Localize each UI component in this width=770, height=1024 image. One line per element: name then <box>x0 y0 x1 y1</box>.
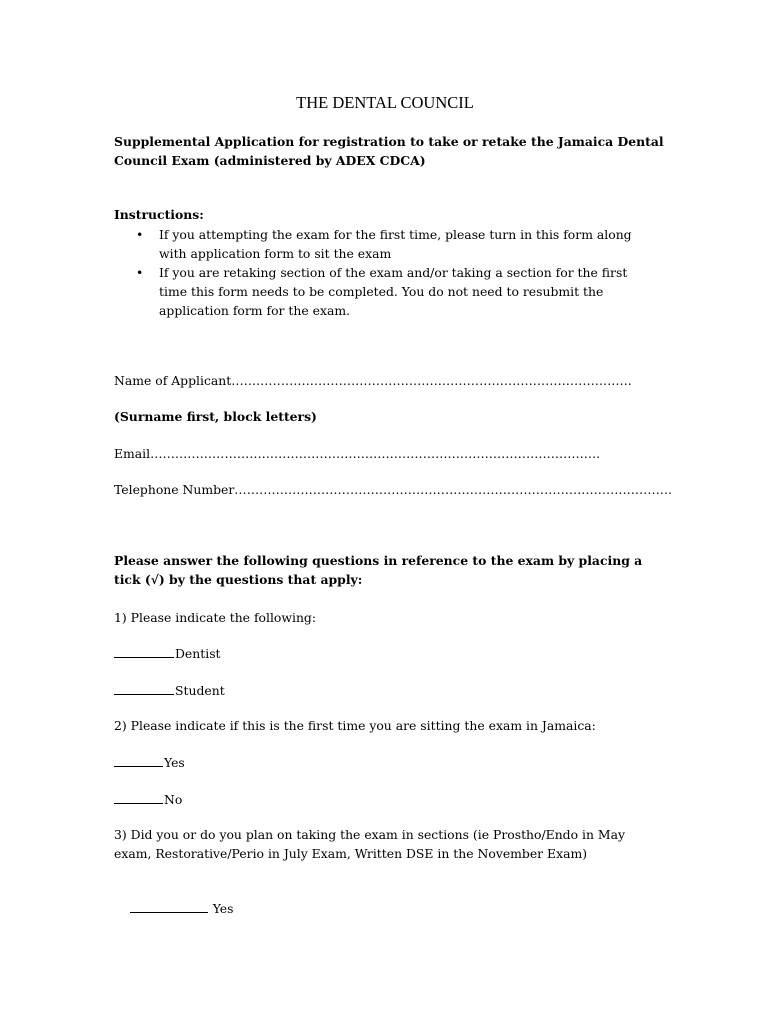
questions-intro: Please answer the following questions in reference to the exam by placing a tick (√) by the questions that apply: <box>114 553 643 587</box>
tick-blank[interactable] <box>130 900 208 913</box>
question-2: 2) Please indicate if this is the first time you are sitting the exam in Jamaica: <box>114 718 596 733</box>
option-student[interactable]: Student <box>114 681 225 700</box>
tick-blank[interactable] <box>114 791 163 804</box>
instructions-list <box>114 225 674 320</box>
question-3: 3) Did you or do you plan on taking the exam in sections (ie Prostho/Endo in May exam, Restorative/Perio in July Exam, Written DSE in the November Exam) <box>114 827 625 861</box>
subtitle-line: Supplemental Application for registration to take or retake the Jamaica Dental <box>114 134 664 149</box>
applicant-name-field[interactable]: Name of Applicant……………………………………………………………………………………. <box>114 373 632 388</box>
option-yes[interactable]: Yes <box>114 753 185 772</box>
tick-blank[interactable] <box>114 682 174 695</box>
option-yes-sections[interactable]: Yes <box>114 880 234 937</box>
subtitle-line: Council Exam (administered by ADEX CDCA) <box>114 153 426 168</box>
telephone-field[interactable]: Telephone Number……………………………………………………………………………………………. <box>114 482 672 497</box>
option-no[interactable]: No <box>114 790 182 809</box>
bullet-icon: • <box>136 227 144 242</box>
subtitle <box>114 132 664 170</box>
page-title: THE DENTAL COUNCIL <box>296 93 474 112</box>
email-field[interactable]: Email………………………………………………………………………………………………. <box>114 446 601 461</box>
tick-blank[interactable] <box>114 645 174 658</box>
instruction-item: • If you are retaking section of the exam and/or taking a section for the first time this form needs to be completed. You do not need to resubmit the application form for the exam. <box>136 265 628 318</box>
question-1: 1) Please indicate the following: <box>114 610 317 625</box>
instructions-heading: Instructions: <box>114 207 204 222</box>
bullet-icon: • <box>136 265 144 280</box>
option-dentist[interactable]: Dentist <box>114 644 221 663</box>
instruction-item: • If you attempting the exam for the first time, please turn in this form along with application form to sit the exam <box>136 227 632 261</box>
tick-blank[interactable] <box>114 754 163 767</box>
name-format-note: (Surname first, block letters) <box>114 409 317 424</box>
